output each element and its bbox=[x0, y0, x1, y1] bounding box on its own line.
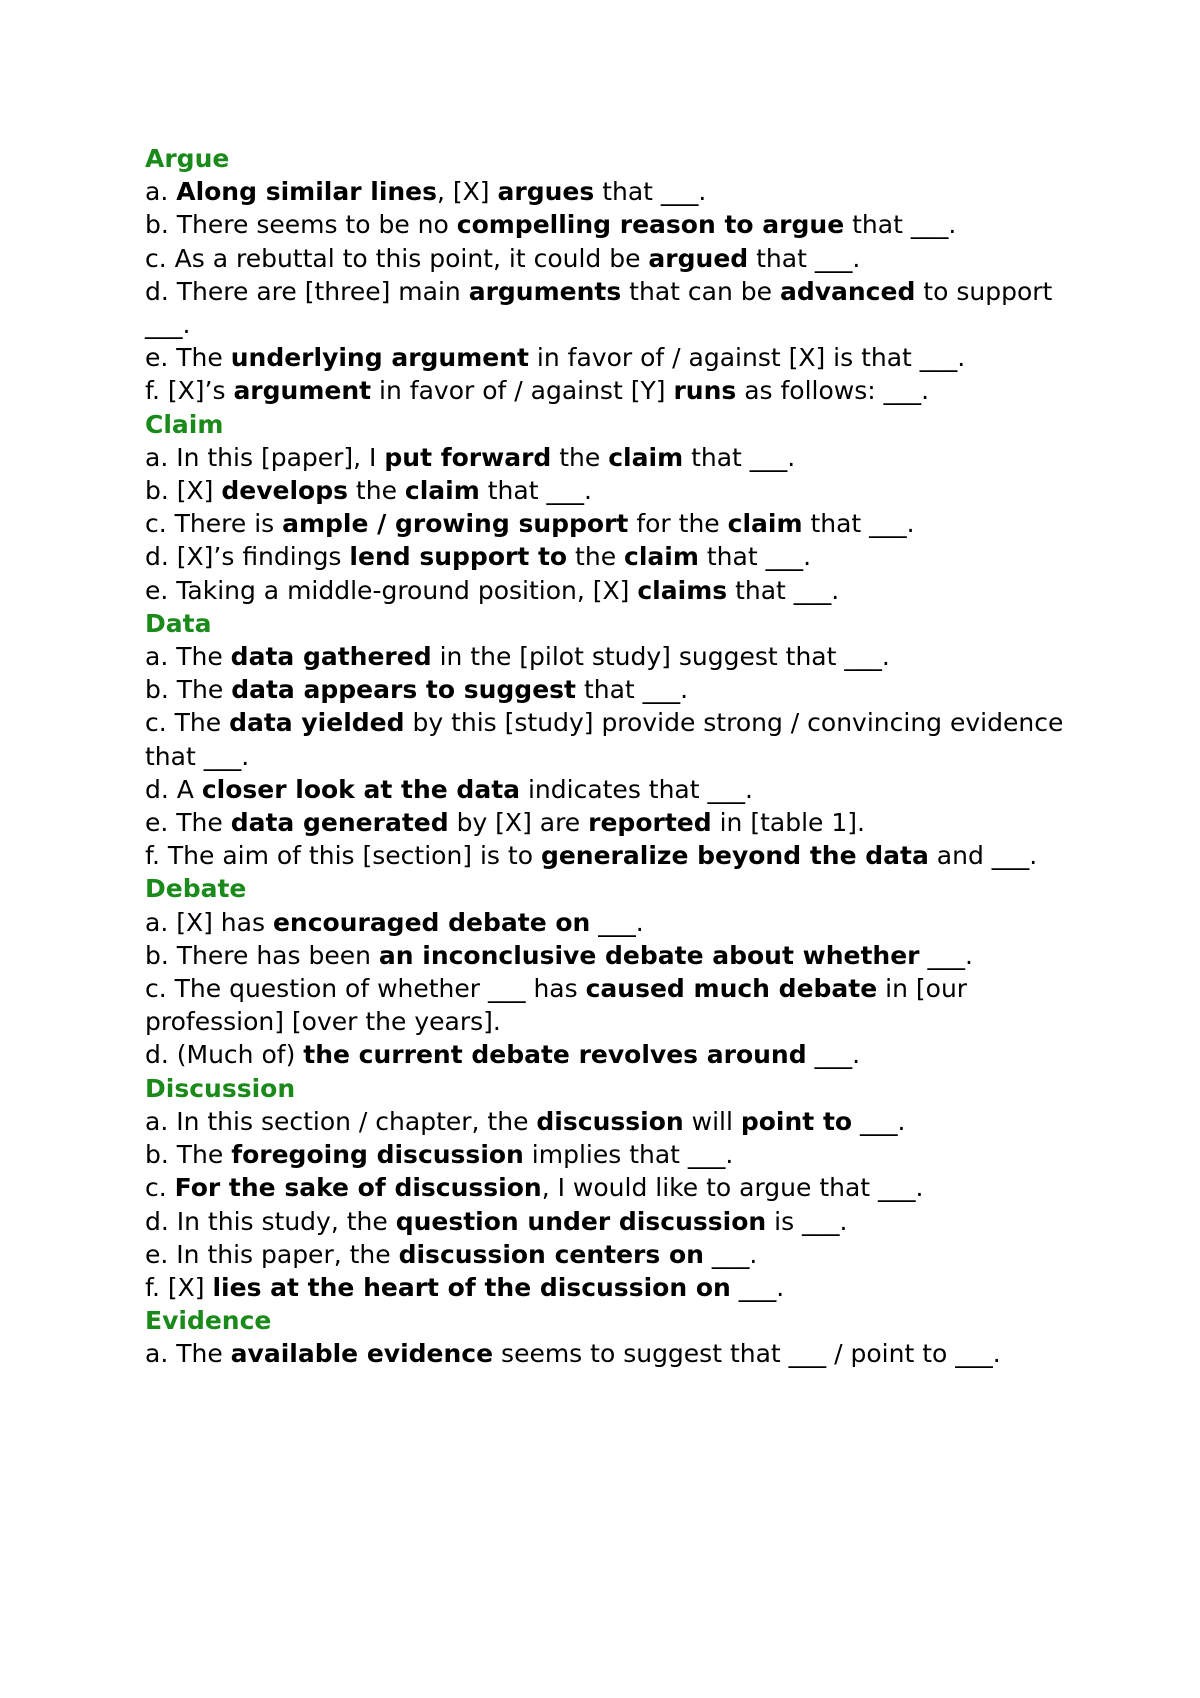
list-item bbox=[145, 540, 1075, 573]
item-text: in favor of / against [X] is that ___. bbox=[528, 343, 966, 373]
key-phrase: data generated bbox=[230, 808, 449, 838]
list-item bbox=[145, 1337, 1075, 1370]
key-phrase: claim bbox=[624, 542, 699, 572]
item-text: d. There are [three] main bbox=[145, 276, 469, 306]
item-text: d. (Much of) bbox=[145, 1040, 304, 1070]
item-text: that ___. bbox=[479, 476, 592, 506]
list-item bbox=[145, 906, 1075, 939]
key-phrase: argument bbox=[233, 376, 372, 406]
key-phrase: claim bbox=[727, 509, 803, 539]
key-phrase: lend support to bbox=[349, 542, 568, 572]
list-item bbox=[145, 640, 1075, 673]
key-phrase: develops bbox=[221, 476, 348, 506]
section-data bbox=[145, 607, 1075, 873]
section-debate bbox=[145, 872, 1075, 1071]
key-phrase: point to bbox=[740, 1106, 853, 1136]
section-discussion bbox=[145, 1072, 1075, 1304]
item-text: that ___. bbox=[698, 542, 812, 572]
item-text: , I would like to argue that ___. bbox=[541, 1173, 924, 1203]
item-text: ___. bbox=[806, 1040, 861, 1070]
key-phrase: the current debate revolves around bbox=[303, 1040, 807, 1070]
key-phrase: reported bbox=[588, 808, 712, 838]
item-text: ___. bbox=[852, 1106, 906, 1136]
item-text: , [X] bbox=[437, 177, 498, 207]
item-text: in [table 1]. bbox=[711, 808, 865, 838]
item-text: b. [X] bbox=[145, 476, 222, 506]
list-item bbox=[145, 1105, 1075, 1138]
list-item bbox=[145, 208, 1075, 241]
section-argue bbox=[145, 142, 1075, 408]
key-phrase: question under discussion bbox=[395, 1206, 767, 1236]
list-item bbox=[145, 839, 1075, 872]
list-item bbox=[145, 773, 1075, 806]
section-heading: Claim bbox=[145, 409, 224, 439]
key-phrase: advanced bbox=[779, 276, 916, 306]
item-text: that ___. bbox=[844, 210, 957, 240]
item-text: as follows: ___. bbox=[736, 376, 930, 406]
item-text: that ___. bbox=[748, 243, 861, 273]
item-text: seems to suggest that ___ / point to ___. bbox=[493, 1339, 1001, 1369]
item-text: d. [X]’s findings bbox=[145, 542, 350, 572]
item-text: that ___. bbox=[802, 509, 915, 539]
section-evidence bbox=[145, 1304, 1075, 1370]
list-item bbox=[145, 341, 1075, 374]
key-phrase: ample / growing support bbox=[282, 509, 629, 539]
key-phrase: data appears to suggest bbox=[231, 675, 576, 705]
key-phrase: caused much debate bbox=[585, 974, 878, 1004]
list-item bbox=[145, 574, 1075, 607]
list-item bbox=[145, 939, 1075, 972]
key-phrase: argued bbox=[648, 243, 749, 273]
list-item bbox=[145, 507, 1075, 540]
item-text: c. The question of whether ___ has bbox=[145, 974, 586, 1004]
item-text: ___. bbox=[730, 1272, 785, 1302]
item-text: indicates that ___. bbox=[520, 774, 753, 804]
key-phrase: lies at the heart of the discussion on bbox=[212, 1272, 731, 1302]
item-text: c. The bbox=[145, 708, 230, 738]
item-text: is ___. bbox=[766, 1206, 848, 1236]
list-item bbox=[145, 1171, 1075, 1204]
key-phrase: argues bbox=[497, 177, 595, 207]
item-text: ___. bbox=[919, 940, 973, 970]
item-text: b. There seems to be no bbox=[145, 210, 457, 240]
item-text: a. The bbox=[145, 642, 231, 672]
item-text: f. The aim of this [section] is to bbox=[145, 841, 541, 871]
section-heading: Debate bbox=[145, 874, 247, 904]
item-text: that can be bbox=[621, 276, 780, 306]
item-text: in favor of / against [Y] bbox=[371, 376, 674, 406]
section-heading: Evidence bbox=[145, 1306, 272, 1336]
item-text: e. In this paper, the bbox=[145, 1239, 399, 1269]
list-item bbox=[145, 1238, 1075, 1271]
item-text: by [X] are bbox=[448, 808, 589, 838]
item-text: and ___. bbox=[928, 841, 1038, 871]
item-text: e. The bbox=[145, 343, 231, 373]
key-phrase: For the sake of discussion bbox=[174, 1173, 542, 1203]
list-item bbox=[145, 474, 1075, 507]
section-claim bbox=[145, 408, 1075, 607]
key-phrase: data gathered bbox=[230, 642, 432, 672]
item-text: c. bbox=[145, 1173, 175, 1203]
item-text: b. The bbox=[145, 1140, 232, 1170]
item-text: a. bbox=[145, 177, 177, 207]
list-item bbox=[145, 972, 1075, 1038]
document-page bbox=[145, 142, 1075, 1371]
key-phrase: arguments bbox=[468, 276, 622, 306]
item-text: by this [study] provide strong / convincing evidence that ___. bbox=[145, 708, 1064, 771]
item-text: a. In this section / chapter, the bbox=[145, 1106, 537, 1136]
item-text: f. [X]’s bbox=[145, 376, 234, 406]
list-item bbox=[145, 1038, 1075, 1071]
key-phrase: underlying argument bbox=[230, 343, 529, 373]
list-item bbox=[145, 1138, 1075, 1171]
key-phrase: closer look at the data bbox=[201, 774, 521, 804]
item-text: the bbox=[567, 542, 625, 572]
list-item bbox=[145, 242, 1075, 275]
list-item bbox=[145, 806, 1075, 839]
section-heading: Argue bbox=[145, 144, 230, 173]
item-text: ___. bbox=[590, 907, 644, 937]
key-phrase: foregoing discussion bbox=[231, 1140, 524, 1170]
item-text: ___. bbox=[703, 1239, 758, 1269]
key-phrase: data yielded bbox=[229, 708, 405, 738]
section-heading: Data bbox=[145, 608, 212, 638]
list-item bbox=[145, 441, 1075, 474]
key-phrase: claim bbox=[404, 476, 480, 506]
item-text: d. In this study, the bbox=[145, 1206, 396, 1236]
list-item bbox=[145, 1205, 1075, 1238]
item-text: c. As a rebuttal to this point, it could be bbox=[145, 243, 649, 273]
item-text: that ___. bbox=[727, 575, 840, 605]
item-text: a. In this [paper], I bbox=[145, 442, 385, 472]
key-phrase: discussion bbox=[536, 1106, 684, 1136]
list-item bbox=[145, 374, 1075, 407]
key-phrase: runs bbox=[673, 376, 737, 406]
key-phrase: put forward bbox=[384, 442, 552, 472]
item-text: implies that ___. bbox=[523, 1140, 734, 1170]
item-text: a. [X] has bbox=[145, 907, 273, 937]
list-item bbox=[145, 706, 1075, 772]
item-text: d. A bbox=[145, 774, 202, 804]
key-phrase: generalize beyond the data bbox=[540, 841, 929, 871]
item-text: that ___. bbox=[594, 177, 707, 207]
item-text: c. There is bbox=[145, 509, 283, 539]
key-phrase: discussion centers on bbox=[398, 1239, 704, 1269]
key-phrase: claim bbox=[608, 442, 684, 472]
item-text: e. Taking a middle-ground position, [X] bbox=[145, 575, 638, 605]
key-phrase: an inconclusive debate about whether bbox=[378, 940, 920, 970]
key-phrase: compelling reason to argue bbox=[456, 210, 845, 240]
list-item bbox=[145, 275, 1075, 341]
item-text: f. [X] bbox=[145, 1272, 213, 1302]
item-text: for the bbox=[628, 509, 728, 539]
item-text: a. The bbox=[145, 1339, 231, 1369]
key-phrase: claims bbox=[637, 575, 728, 605]
item-text: will bbox=[683, 1106, 741, 1136]
item-text: to support ___. bbox=[145, 276, 1053, 340]
section-heading: Discussion bbox=[145, 1073, 296, 1103]
item-text: that ___. bbox=[576, 675, 689, 705]
list-item bbox=[145, 1271, 1075, 1304]
item-text: the bbox=[551, 442, 609, 472]
item-text: in [our profession] [over the years]. bbox=[145, 974, 968, 1037]
key-phrase: encouraged debate on bbox=[272, 907, 591, 937]
item-text: e. The bbox=[145, 808, 231, 838]
item-text: in the [pilot study] suggest that ___. bbox=[431, 642, 890, 672]
item-text: that ___. bbox=[683, 442, 796, 472]
item-text: b. There has been bbox=[145, 940, 379, 970]
item-text: the bbox=[347, 476, 405, 506]
list-item bbox=[145, 175, 1075, 208]
key-phrase: Along similar lines bbox=[176, 177, 438, 207]
item-text: b. The bbox=[145, 675, 232, 705]
key-phrase: available evidence bbox=[230, 1339, 494, 1369]
list-item bbox=[145, 673, 1075, 706]
